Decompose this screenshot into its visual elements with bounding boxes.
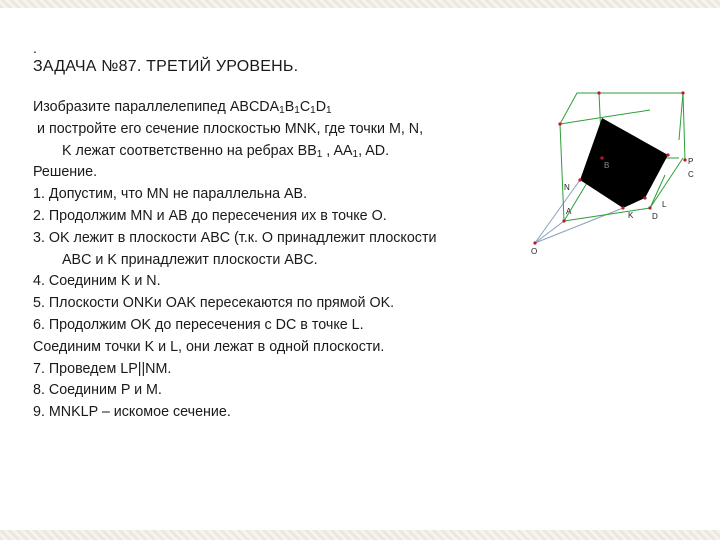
ray-o-k xyxy=(535,208,623,243)
label-p: P xyxy=(688,157,694,166)
solution-step-9: 9. MNKLP – искомое сечение. xyxy=(33,404,231,421)
page-title: ЗАДАЧА №87. ТРЕТИЙ УРОВЕНЬ. xyxy=(33,58,299,75)
label-d: D xyxy=(652,212,658,221)
task-text xyxy=(33,100,513,427)
solution-step-1: 1. Допустим, что MN не параллельна AB. xyxy=(33,186,308,203)
label-b: B xyxy=(604,161,610,170)
solution-connect-kl: Соединим точки K и L, они лежат в одной плоскости. xyxy=(33,338,385,355)
label-n: N xyxy=(564,183,570,192)
top-decorative-border xyxy=(0,0,720,8)
solution-step-6: 6. Продолжим OK до пересечения с DC в точке L. xyxy=(33,316,364,333)
label-a: A xyxy=(566,207,572,216)
label-l: L xyxy=(662,200,667,209)
solution-step-5: 5. Плоскости ONKи OAK пересекаются по прямой OK. xyxy=(33,295,395,312)
solution-step-8: 8. Соединим P и M. xyxy=(33,382,162,399)
label-o: O xyxy=(531,247,538,256)
label-k: K xyxy=(628,211,634,220)
label-c: C xyxy=(688,170,694,179)
solution-step-7: 7. Проведем LP||NM. xyxy=(33,360,172,377)
heading-dot: . xyxy=(33,40,37,56)
solution-step-3-cont: ABC и K принадлежит плоскости ABC. xyxy=(62,251,318,268)
ray-o-a xyxy=(535,221,564,243)
solution-step-4: 4. Соединим K и N. xyxy=(33,273,161,290)
solution-step-2: 2. Продолжим MN и AB до пересечения их в точке O. xyxy=(33,207,387,224)
solution-heading: Решение. xyxy=(33,164,98,181)
parallelepiped-figure xyxy=(520,80,710,260)
task-line-1: Изобразите параллелепипед $ABCDA_1B_1C_1D_1$ xyxy=(33,99,332,116)
task-line-3: K лежат соответственно на ребрах $BB_1$ , $AA_1$, AD. xyxy=(62,142,390,160)
solution-step-3: 3. OK лежит в плоскости ABC (т.к. O принадлежит плоскости xyxy=(33,229,437,246)
bottom-decorative-border xyxy=(0,530,720,540)
task-line-2: и постройте его сечение плоскостью MNK, где точки M, N, xyxy=(37,120,424,137)
section-polygon xyxy=(580,118,668,208)
